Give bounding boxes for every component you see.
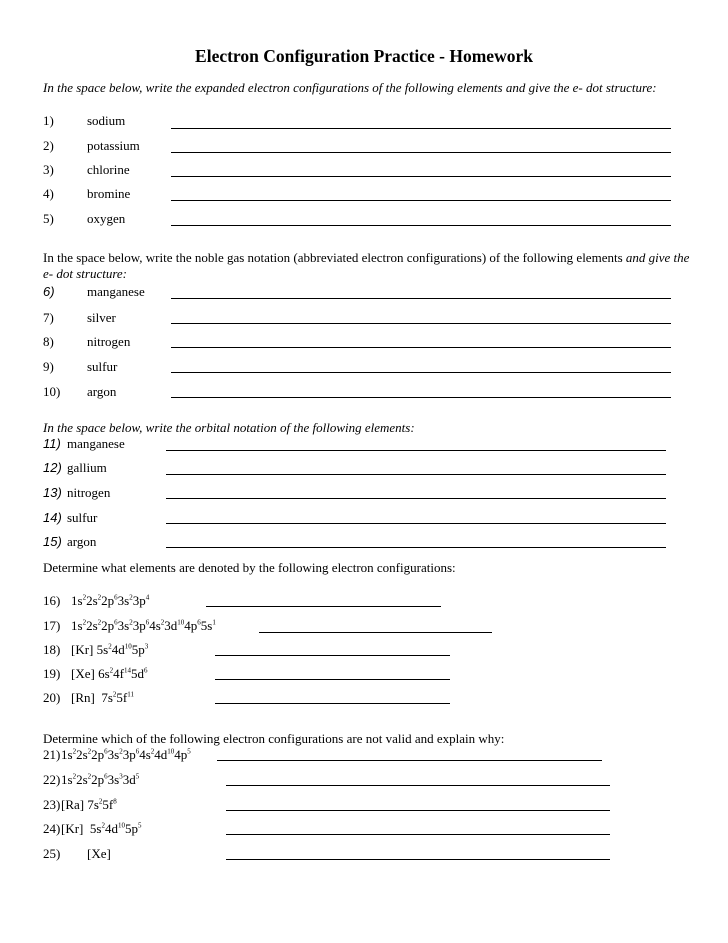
instructions-text: In the space below, write the noble gas notation (abbreviated electron configurations) of the following elements — [43, 250, 623, 265]
list-item — [43, 162, 683, 180]
list-item — [43, 797, 683, 815]
item-number: 23) — [43, 797, 61, 812]
list-item — [43, 747, 683, 765]
item-number: 25) — [43, 846, 61, 861]
item-number: 13) — [43, 485, 62, 500]
item-number: 8) — [43, 334, 54, 349]
element-name: sulfur — [67, 510, 98, 525]
answer-line[interactable] — [166, 523, 666, 524]
element-name: gallium — [67, 460, 107, 475]
item-number: 22) — [43, 772, 61, 787]
answer-line[interactable] — [171, 128, 671, 129]
section2-instructions — [43, 250, 693, 282]
element-name: sodium — [87, 113, 126, 128]
instructions-italic-text: and give the e- dot structure: — [43, 250, 690, 281]
electron-configuration: [Ra] $7s^25f^8$ — [61, 797, 117, 812]
electron-configuration: $1s^22s^22p^63s^33d^5$ — [61, 772, 140, 787]
answer-line[interactable] — [171, 200, 671, 201]
element-name: manganese — [67, 436, 125, 451]
element-name: argon — [87, 384, 117, 399]
item-number: 10) — [43, 384, 61, 399]
list-item — [43, 690, 683, 708]
list-item — [43, 772, 683, 790]
list-item — [43, 485, 683, 503]
item-number: 20) — [43, 690, 61, 705]
answer-line[interactable] — [171, 225, 671, 226]
element-name: oxygen — [87, 211, 126, 226]
element-name: bromine — [87, 186, 131, 201]
list-item — [43, 138, 683, 156]
list-item — [43, 186, 683, 204]
list-item — [43, 593, 683, 611]
answer-line[interactable] — [226, 859, 610, 860]
section3-instructions: In the space below, write the orbital notation of the following elements: — [43, 420, 415, 435]
item-number: 15) — [43, 534, 62, 549]
answer-line[interactable] — [166, 474, 666, 475]
answer-line[interactable] — [206, 606, 441, 607]
item-number: 9) — [43, 359, 54, 374]
answer-line[interactable] — [215, 655, 450, 656]
element-name: silver — [87, 310, 116, 325]
electron-configuration: $1s^22s^22p^63s^23p^64s^24d^{10}4p^5$ — [61, 747, 191, 762]
section5-instructions: Determine which of the following electron configurations are not valid and explain why: — [43, 731, 505, 746]
item-number: 2) — [43, 138, 54, 153]
item-number: 7) — [43, 310, 54, 325]
item-number: 12) — [43, 460, 62, 475]
answer-line[interactable] — [171, 176, 671, 177]
element-name: sulfur — [87, 359, 118, 374]
list-item — [43, 460, 683, 478]
list-item — [43, 384, 683, 402]
electron-configuration: $1s^22s^22p^63s^23p^64s^23d^{10}4p^65s^1$ — [71, 618, 216, 633]
answer-line[interactable] — [171, 152, 671, 153]
list-item — [43, 310, 683, 328]
item-number: 16) — [43, 593, 61, 608]
element-name: manganese — [87, 284, 145, 299]
list-item — [43, 211, 683, 229]
list-item — [43, 618, 683, 636]
item-number: 24) — [43, 821, 61, 836]
answer-line[interactable] — [259, 632, 492, 633]
item-number: 19) — [43, 666, 61, 681]
list-item — [43, 334, 683, 352]
list-item — [43, 642, 683, 660]
electron-configuration: [Kr] $5s^24d^{10}5p^3$ — [71, 642, 149, 657]
electron-configuration: $1s^22s^22p^63s^23p^4$ — [71, 593, 150, 608]
electron-configuration: [Xe] $6s^24f^{14}5d^6$ — [71, 666, 148, 681]
section1-instructions: In the space below, write the expanded electron configurations of the following elements and give the e- dot structure: — [43, 80, 657, 95]
answer-line[interactable] — [217, 760, 602, 761]
item-number: 1) — [43, 113, 54, 128]
element-name: potassium — [87, 138, 140, 153]
answer-line[interactable] — [226, 834, 610, 835]
element-name: nitrogen — [87, 334, 131, 349]
answer-line[interactable] — [171, 397, 671, 398]
item-number: 5) — [43, 211, 54, 226]
list-item — [43, 284, 683, 302]
list-item — [43, 666, 683, 684]
answer-line[interactable] — [171, 372, 671, 373]
item-number: 3) — [43, 162, 54, 177]
item-number: 14) — [43, 510, 62, 525]
item-number: 4) — [43, 186, 54, 201]
element-name: argon — [67, 534, 97, 549]
list-item — [43, 359, 683, 377]
section4-instructions: Determine what elements are denoted by the following electron configurations: — [43, 560, 456, 575]
answer-line[interactable] — [171, 323, 671, 324]
list-item — [43, 534, 683, 552]
electron-configuration: [Rn] $7s^25f^{11}$ — [71, 690, 134, 705]
element-name: chlorine — [87, 162, 130, 177]
answer-line[interactable] — [226, 785, 610, 786]
item-number: 11) — [43, 436, 61, 451]
answer-line[interactable] — [226, 810, 610, 811]
list-item — [43, 436, 683, 454]
answer-line[interactable] — [171, 298, 671, 299]
item-number: 21) — [43, 747, 61, 762]
page-title: Electron Configuration Practice - Homework — [195, 46, 533, 66]
answer-line[interactable] — [166, 450, 666, 451]
answer-line[interactable] — [166, 498, 666, 499]
item-number: 6) — [43, 284, 55, 299]
list-item — [43, 821, 683, 839]
answer-line[interactable] — [215, 703, 450, 704]
list-item — [43, 510, 683, 528]
electron-configuration: [Xe] — [87, 846, 111, 861]
answer-line[interactable] — [215, 679, 450, 680]
element-name: nitrogen — [67, 485, 111, 500]
list-item — [43, 846, 683, 864]
item-number: 18) — [43, 642, 61, 657]
answer-line[interactable] — [171, 347, 671, 348]
answer-line[interactable] — [166, 547, 666, 548]
electron-configuration: [Kr] $5s^24d^{10}5p^5$ — [61, 821, 142, 836]
item-number: 17) — [43, 618, 61, 633]
